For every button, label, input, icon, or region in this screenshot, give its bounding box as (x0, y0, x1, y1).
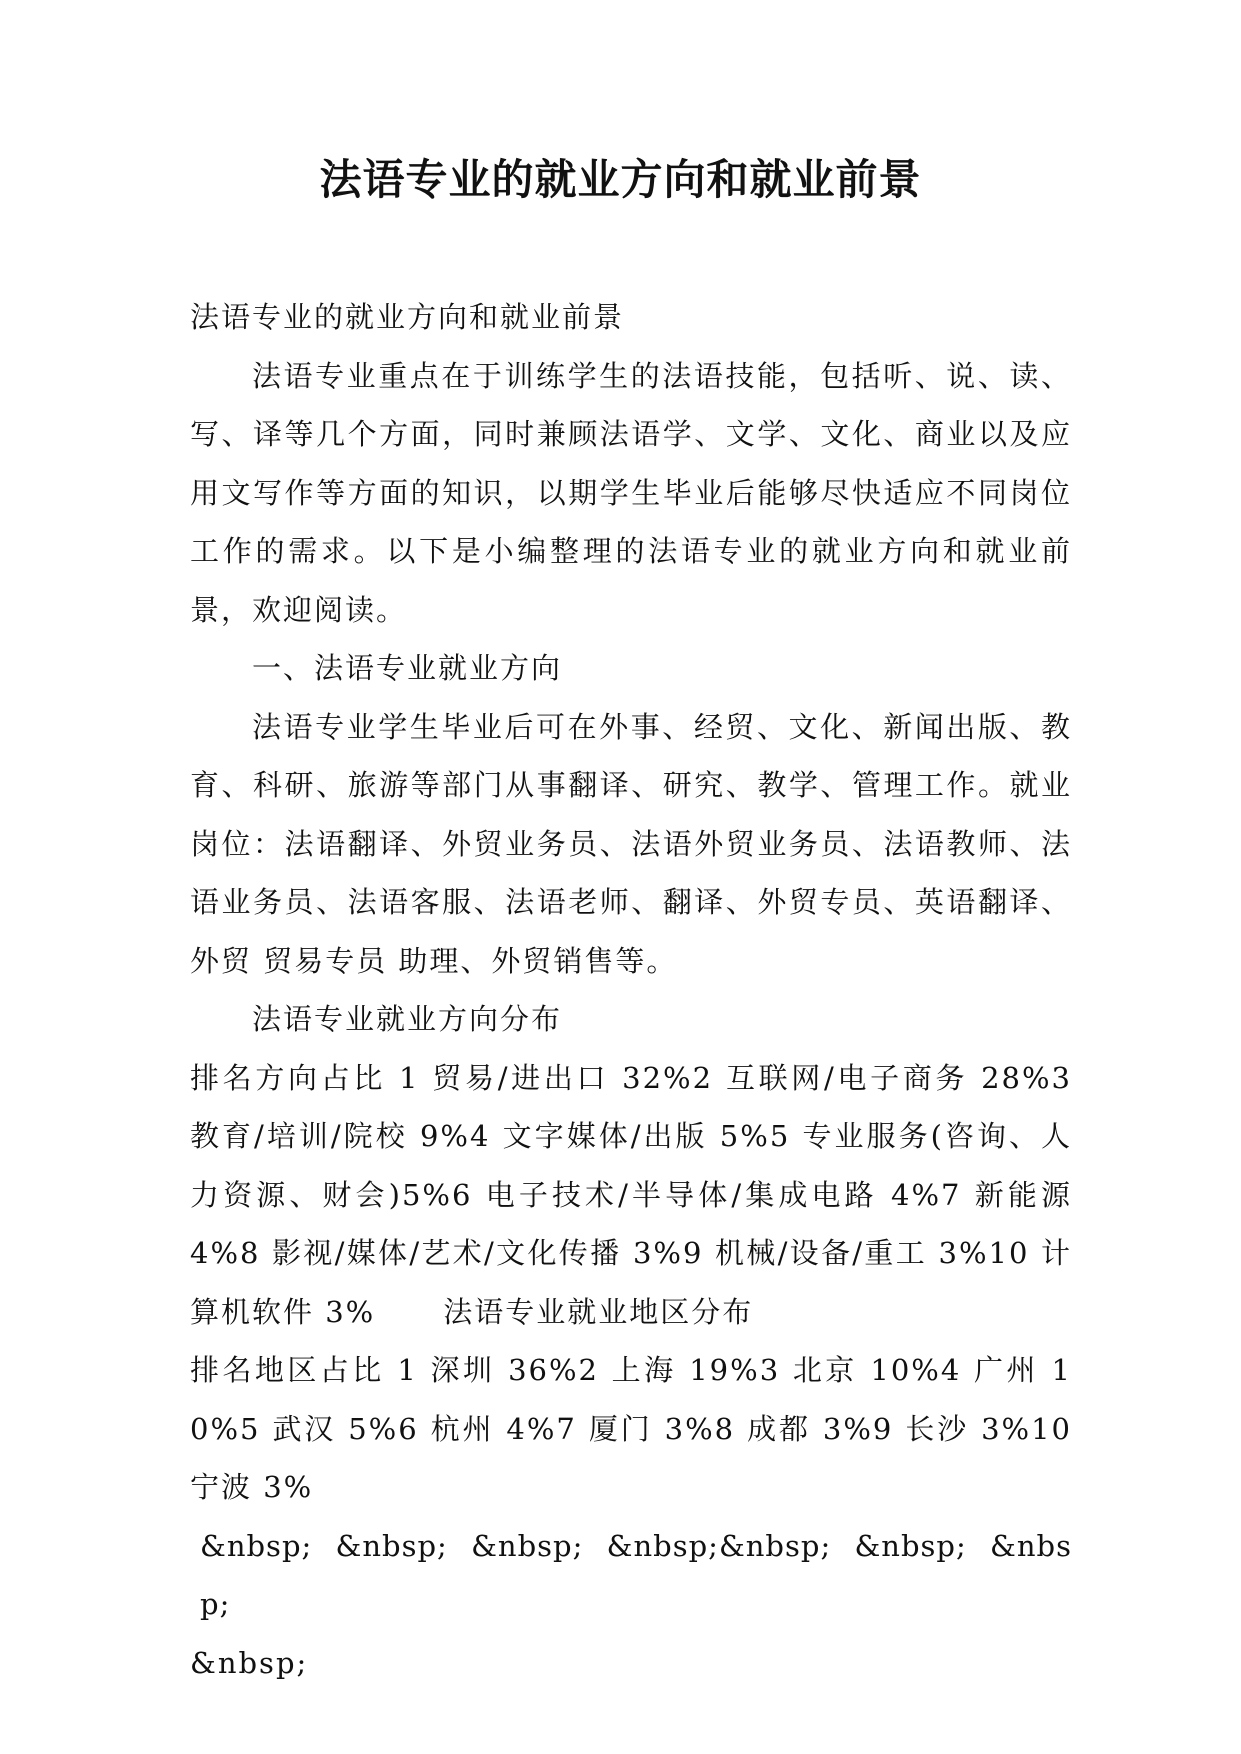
document-body (190, 288, 1072, 1692)
employment-direction-paragraph: 法语专业学生毕业后可在外事、经贸、文化、新闻出版、教育、科研、旅游等部门从事翻译、研究、教学、管理工作。就业岗位：法语翻译、外贸业务员、法语外贸业务员、法语教师、法语业务员、法语客服、法语老师、翻译、外贸专员、英语翻译、外贸 贸易专员 助理、外贸销售等。 (190, 709, 1072, 978)
region-heading: 法语专业就业地区分布 (443, 1294, 754, 1329)
nbsp-text-line-1: &nbsp; &nbsp; &nbsp; &nbsp;&nbsp; &nbsp; &nbsp; (200, 1528, 1072, 1621)
document-subtitle: 法语专业的就业方向和就业前景 (190, 300, 625, 334)
direction-distribution-values: 排名方向占比 1 贸易/进出口 32%2 互联网/电子商务 28%3 教育/培训/院校 9%4 文字媒体/出版 5%5 专业服务(咨询、人力资源、财会)5%6 电子技术/半导体/集成电路 4%7 新能源 4%8 影视/媒体/艺术/文化传播 3%9 机械/设备/重工 3%10 计算机软件 3% (190, 1060, 1072, 1329)
intro-paragraph: 法语专业重点在于训练学生的法语技能，包括听、说、读、写、译等几个方面，同时兼顾法语学、文学、文化、商业以及应用文写作等方面的知识，以期学生毕业后能够尽快适应不同岗位工作的需求。以下是小编整理的法语专业的就业方向和就业前景，欢迎阅读。 (190, 358, 1072, 627)
nbsp-text-line-2: &nbsp; (190, 1645, 309, 1680)
document-title: 法语专业的就业方向和就业前景 (319, 155, 922, 204)
section-heading-employment-direction: 一、法语专业就业方向 (252, 651, 563, 685)
direction-distribution-text (190, 1049, 1072, 1342)
distribution-heading: 法语专业就业方向分布 (252, 1002, 563, 1036)
region-distribution-text: 排名地区占比 1 深圳 36%2 上海 19%3 北京 10%4 广州 10%5 武汉 5%6 杭州 4%7 厦门 3%8 成都 3%9 长沙 3%10 宁波 3% (190, 1353, 1072, 1504)
